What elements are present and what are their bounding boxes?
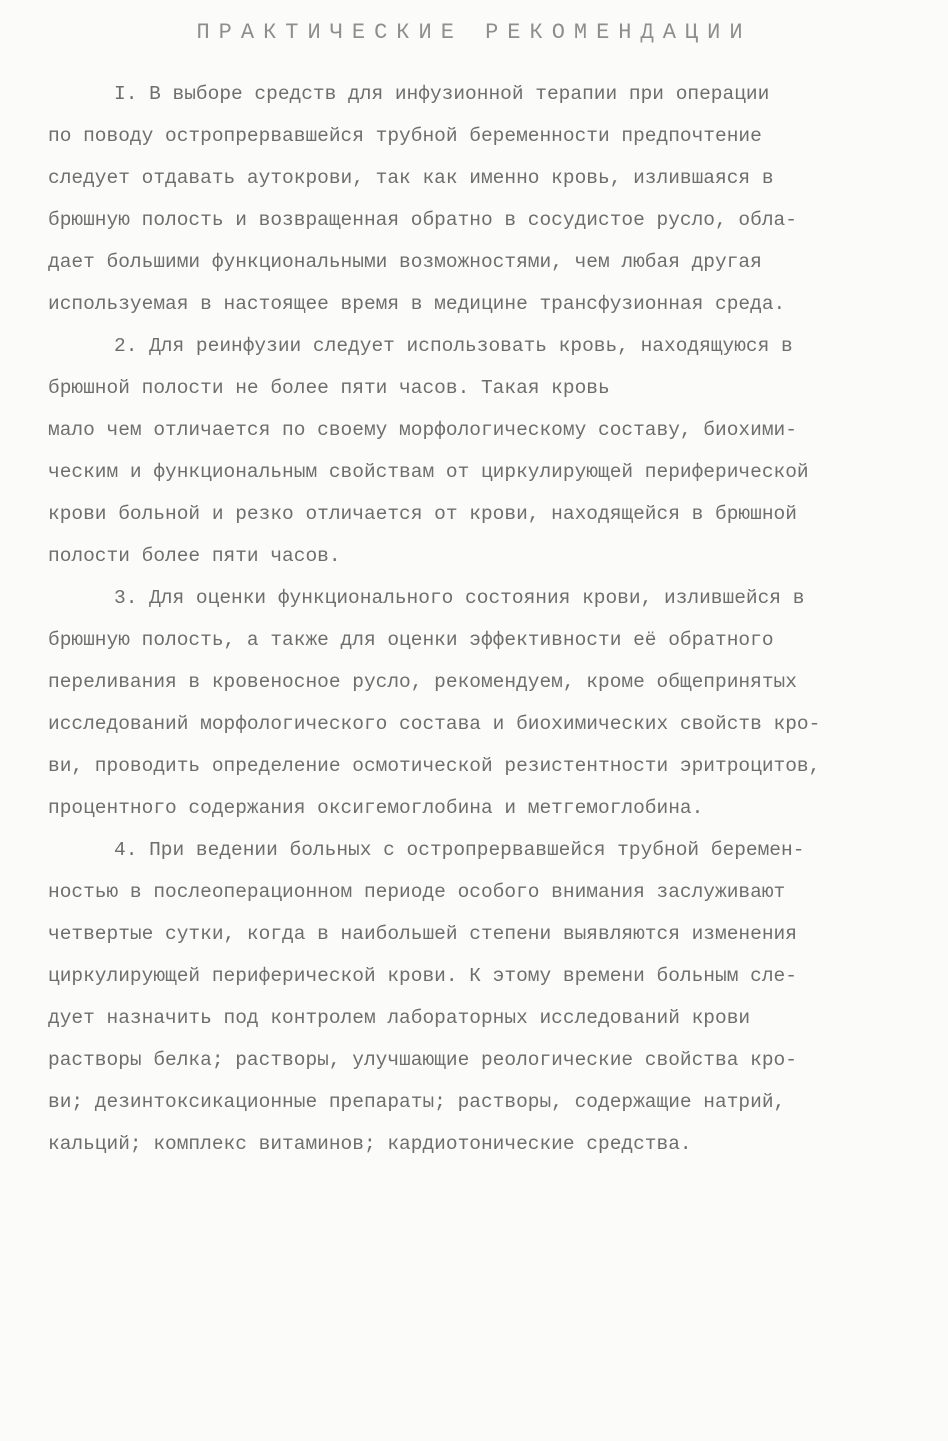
text-line: ви; дезинтоксикационные препараты; растворы, содержащие натрий, [48,1091,786,1113]
paragraph-4 [48,829,908,1165]
text-line: брюшной полости не более пяти часов. Такая кровь [48,377,610,399]
text-line: четвертые сутки, когда в наибольшей степени выявляются изменения [48,923,797,945]
text-line: переливания в кровеносное русло, рекомендуем, кроме общепринятых [48,671,797,693]
text-line: кальций; комплекс витаминов; кардиотонические средства. [48,1133,692,1155]
text-line: дает большими функциональными возможностями, чем любая другая [48,251,762,273]
text-line: исследований морфологического состава и биохимических свойств кро- [48,713,821,735]
text-line: циркулирующей периферической крови. К этому времени больным сле- [48,965,797,987]
text-line: ческим и функциональным свойствам от циркулирующей периферической [48,461,809,483]
paragraph-2 [48,325,908,577]
text-line: процентного содержания оксигемоглобина и метгемоглобина. [48,797,704,819]
text-line: крови больной и резко отличается от крови, находящейся в брюшной [48,503,797,525]
text-line: брюшную полость и возвращенная обратно в сосудистое русло, обла- [48,209,797,231]
text-line: по поводу остропрервавшейся трубной беременности предпочтение [48,125,762,147]
text-line: используемая в настоящее время в медицине трансфузионная среда. [48,293,786,315]
text-line: брюшную полость, а также для оценки эффективности её обратного [48,629,774,651]
text-line: мало чем отличается по своему морфологическому составу, биохими- [48,419,797,441]
paragraph-1 [48,73,908,325]
text-line: 3. Для оценки функционального состояния крови, излившейся в [114,587,805,609]
text-line: 2. Для реинфузии следует использовать кровь, находящуюся в [114,335,793,357]
text-line: 4. При ведении больных с остропрервавшейся трубной беремен- [114,839,805,861]
text-line: следует отдавать аутокрови, так как именно кровь, излившаяся в [48,167,774,189]
text-line: ностью в послеоперационном периоде особого внимания заслуживают [48,881,786,903]
text-line: I. В выборе средств для инфузионной терапии при операции [114,83,770,105]
text-line: растворы белка; растворы, улучшающие реологические свойства кро- [48,1049,797,1071]
document-body [48,73,908,1165]
text-line: дует назначить под контролем лабораторных исследований крови [48,1007,751,1029]
document-title: ПРАКТИЧЕСКИЕ РЕКОМЕНДАЦИИ [196,20,752,45]
text-line: полости более пяти часов. [48,545,341,567]
text-line: ви, проводить определение осмотической резистентности эритроцитов, [48,755,821,777]
paragraph-3 [48,577,908,829]
